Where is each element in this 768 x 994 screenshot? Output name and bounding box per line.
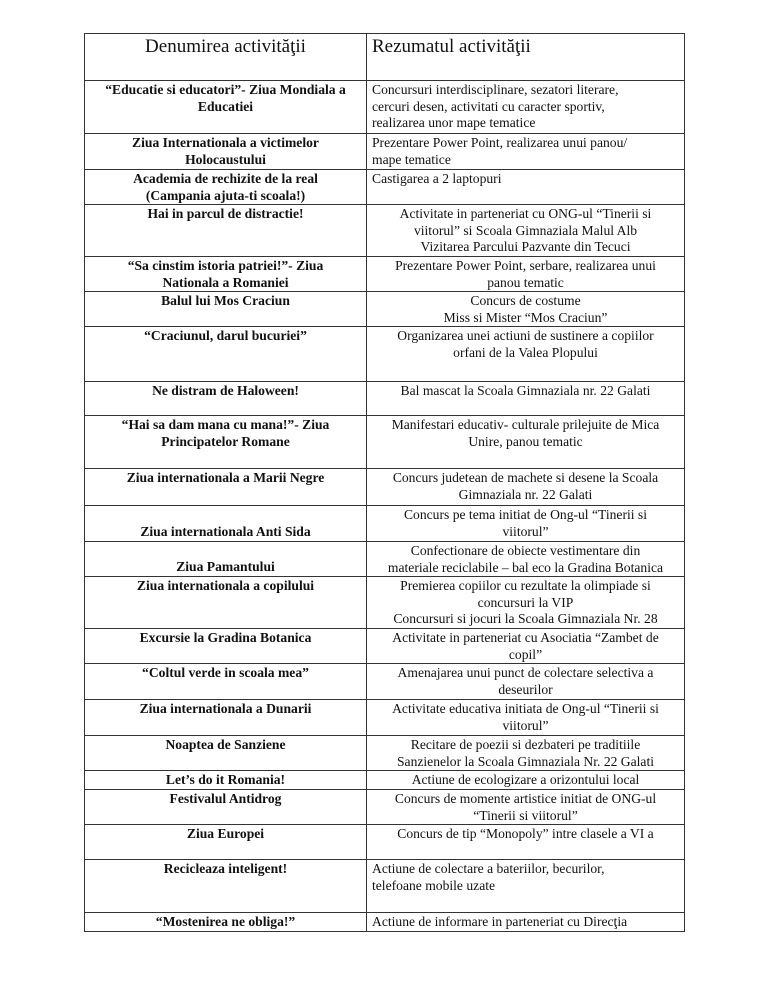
table-row [85,664,685,700]
table-row [85,506,685,542]
activity-name-line: Ziua internationala a Dunarii [139,701,312,716]
activity-summary-line: Castigarea a 2 laptopuri [372,171,502,186]
activity-summary-cell [367,860,685,913]
table-row [85,577,685,629]
activity-name-line: Balul lui Mos Craciun [161,293,290,308]
activity-summary-line: Concurs de tip “Monopoly” intre clasele a VI a [397,826,654,841]
activity-summary-line: Concurs de costume [470,293,581,308]
activity-summary-line: deseurilor [498,681,553,697]
activity-name-line: (Campania ajuta-ti scoala!) [145,187,306,203]
activity-summary-line: Activitate educativa initiata de Ong-ul “Tinerii si [392,701,659,716]
activity-summary-line: Actiune de informare in parteneriat cu Direcţia [372,914,628,929]
activity-name-line: Ziua Europei [186,826,265,841]
activity-name-line: “Craciunul, darul bucuriei” [144,328,307,343]
activity-summary-cell [367,327,685,382]
activity-summary-line: telefoane mobile uzate [372,877,496,893]
activity-name-line: Ziua internationala a copilului [136,578,315,593]
activity-summary-cell [367,170,685,205]
activity-summary-line: viitorul” [502,717,549,733]
activity-summary-line: Confectionare de obiecte vestimentare din [410,543,641,558]
activity-summary-cell [367,577,685,629]
activity-name-cell [85,134,367,170]
activity-name-cell [85,81,367,134]
activity-name-line: “Coltul verde in scoala mea” [142,665,309,680]
activity-summary-line: Vizitarea Parcului Pazvante din Tecuci [420,239,631,254]
activity-name-line: Recicleaza inteligent! [163,861,288,876]
activity-summary-line: concursuri la VIP [477,594,574,610]
activity-summary-line: Miss si Mister “Mos Craciun” [443,309,608,325]
table-row [85,629,685,664]
activity-name-cell [85,382,367,416]
activity-name-line: “Mostenirea ne obliga!” [155,914,296,929]
table-row [85,913,685,932]
table-row [85,134,685,170]
activity-summary-cell [367,257,685,292]
activity-summary-cell [367,382,685,416]
activity-name-cell [85,736,367,771]
table-row [85,736,685,771]
activity-summary-cell [367,506,685,542]
activity-name-line: Noaptea de Sanziene [165,737,286,752]
activity-summary-cell [367,913,685,932]
activity-summary-line: realizarea unor mape tematice [372,115,536,130]
table-row [85,205,685,257]
activity-summary-line: viitorul” [502,523,549,539]
activity-summary-line: Concurs pe tema initiat de Ong-ul “Tinerii si [403,507,647,522]
activity-name-line: Ziua internationala Anti Sida [140,523,311,539]
table-row [85,170,685,205]
activity-name-line: Ziua Internationala a victimelor [132,135,319,150]
activity-summary-cell [367,736,685,771]
activity-name-cell [85,292,367,327]
table-row [85,469,685,506]
table-row [85,292,685,327]
activity-name-line: Ziua Pamantului [176,558,275,574]
activity-name-line: “Educatie si educatori”- Ziua Mondiala a [105,82,346,97]
activity-summary-line: Concursuri interdisciplinare, sezatori literare, [372,82,619,97]
activity-summary-line: mape tematice [372,151,451,167]
activity-name-cell [85,542,367,577]
table-row [85,771,685,790]
activity-summary-line: Activitate in parteneriat cu Asociatia “Zambet de [392,630,659,645]
activity-name-cell [85,170,367,205]
table-row [85,382,685,416]
activity-summary-cell [367,664,685,700]
activity-name-line: Ne distram de Haloween! [152,383,299,398]
activity-summary-cell [367,790,685,825]
table-row [85,327,685,382]
activity-name-cell [85,825,367,860]
activity-summary-line: Concursuri si jocuri la Scoala Gimnaziala Nr. 28 [393,611,658,626]
activity-name-cell [85,327,367,382]
activity-name-line: Holocaustului [185,151,266,167]
activity-summary-cell [367,700,685,736]
activity-summary-line: Amenajarea unui punct de colectare selectiva a [397,665,654,680]
activity-summary-cell [367,81,685,134]
activity-name-cell [85,771,367,790]
activity-name-cell [85,577,367,629]
activity-summary-line: copil” [508,646,543,662]
activity-summary-cell [367,416,685,469]
activity-summary-line: Prezentare Power Point, realizarea unui panou/ [372,135,628,150]
activity-summary-line: Actiune de colectare a bateriilor, becurilor, [372,861,605,876]
activity-summary-cell [367,292,685,327]
table-header-row [85,34,685,81]
table-row [85,860,685,913]
table-row [85,81,685,134]
activity-summary-line: cercuri desen, activitati cu caracter sportiv, [372,98,605,114]
activity-name-line: “Hai sa dam mana cu mana!”- Ziua [121,417,330,432]
activity-summary-line: Concurs de momente artistice initiat de ONG-ul [394,791,657,806]
activity-summary-line: viitorul” si Scoala Gimnaziala Malul Alb [413,222,638,238]
activity-summary-line: Bal mascat la Scoala Gimnaziala nr. 22 Galati [400,383,651,398]
activities-table [84,33,685,932]
activity-summary-line: “Tinerii si viitorul” [473,807,578,823]
header-activity-name: Denumirea activităţii [85,34,367,81]
activity-name-cell [85,664,367,700]
activity-name-cell [85,416,367,469]
activity-name-line: Festivalul Antidrog [169,791,282,806]
activity-summary-line: panou tematic [487,274,564,290]
table-row [85,542,685,577]
activity-summary-line: Prezentare Power Point, serbare, realizarea unui [395,258,656,273]
activity-name-line: Academia de rechizite de la real [133,171,318,186]
table-row [85,790,685,825]
activity-name-cell [85,257,367,292]
activity-summary-cell [367,134,685,170]
activity-summary-cell [367,629,685,664]
activity-summary-line: Unire, panou tematic [468,433,583,449]
activity-summary-cell [367,771,685,790]
table-row [85,416,685,469]
activity-name-line: Principatelor Romane [161,433,290,449]
table-row [85,257,685,292]
activity-summary-line: Manifestari educativ- culturale prilejuite de Mica [391,417,660,432]
table-row [85,700,685,736]
activity-summary-line: Actiune de ecologizare a orizontului local [411,772,640,787]
header-activity-summary: Rezumatul activităţii [367,34,685,81]
activity-summary-line: Activitate in parteneriat cu ONG-ul “Tinerii si [399,206,652,221]
activity-name-cell [85,860,367,913]
activity-name-line: Hai in parcul de distractie! [147,206,304,221]
activity-summary-line: Recitare de poezii si dezbateri pe traditiile [410,737,641,752]
activity-summary-line: Concurs judetean de machete si desene la Scoala [392,470,659,485]
activity-name-cell [85,790,367,825]
activity-name-line: Excursie la Gradina Botanica [139,630,312,645]
activity-name-line: Educatiei [197,98,254,114]
activity-summary-line: orfani de la Valea Plopului [453,344,598,360]
activity-name-cell [85,700,367,736]
activity-summary-line: Gimnaziala nr. 22 Galati [458,486,593,502]
activity-name-cell [85,469,367,506]
activity-name-line: “Sa cinstim istoria patriei!”- Ziua [127,258,324,273]
activity-name-cell [85,506,367,542]
activity-summary-line: Premierea copiilor cu rezultate la olimpiade si [400,578,651,593]
activity-name-cell [85,629,367,664]
activity-summary-cell [367,469,685,506]
activity-name-cell [85,913,367,932]
activity-name-line: Let’s do it Romania! [165,772,286,787]
activity-name-cell [85,205,367,257]
activity-summary-cell [367,542,685,577]
activity-summary-cell [367,205,685,257]
table-row [85,825,685,860]
activity-name-line: Nationala a Romaniei [162,274,289,290]
activity-summary-line: Organizarea unei actiuni de sustinere a copiilor [397,328,654,343]
activity-summary-cell [367,825,685,860]
activity-name-line: Ziua internationala a Marii Negre [126,470,325,485]
activity-summary-line: materiale reciclabile – bal eco la Gradina Botanica [387,559,664,575]
activity-summary-line: Sanzienelor la Scoala Gimnaziala Nr. 22 Galati [396,753,655,769]
